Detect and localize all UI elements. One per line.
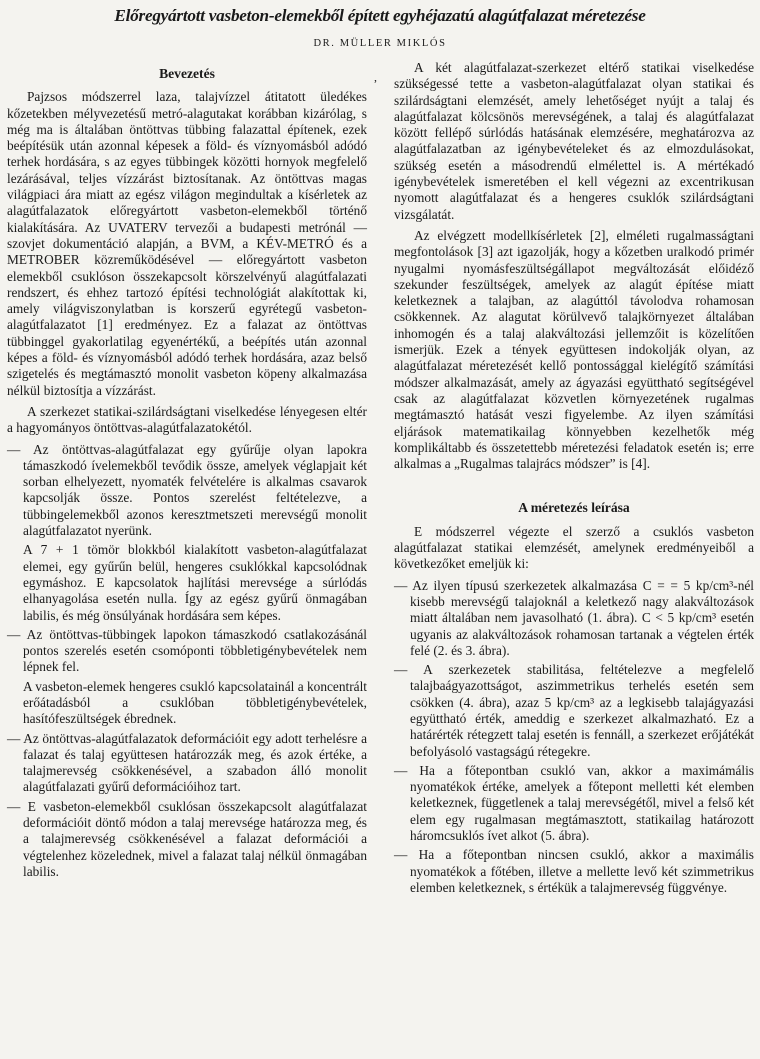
paragraph-model-experiments: Az elvégzett modellkísérletek [2], elméleti rugalmasságtani megfontolások [3] azt igazolják, hogy a kőzetben uralkodó primér nyugalmi nyomásfeszültségállapot megváltozását előidéző szekunder feszültségek, amelyek az alagút építése miatt keletkeznek a talajban, az alagúttól távolodva rohamosan csökkennek. Az alagutat körülvevő talajkörnyezet általában inhomogén és a talaj alakváltozási jellemzőit is közelítően ismerjük. Ezek a tények együttesen indokolják olyan, az alagútfalazat méretezését kellő pontossággal kielégítő számítási módszer alkalmazását, amely az ágyazási együttható segítségével csak az alagútfalazat közvetlen környezetének rugalmas megtámasztó hatását veszi figyelembe. Az ilyen számítási eljárások matematikailag könnyebben kezelhetők még komplikáltabb és összetettebb méretezési feladatok esetén is; erre alkalmas a „Rugalmas talajrács módszer” is [4]. xyxy=(394,227,754,472)
result-item-4: — Ha a főtepontban nincsen csukló, akkor a maximális nyomatékok a főtében, illetve a mellette levő két szimmetrikus elemben keletkeznek, s értékük a talajmerevség függvénye. xyxy=(394,847,754,895)
list-item-2: — Az öntöttvas-tübbingek lapokon támaszkodó csatlakozásánál pontos szerelés esetén csomóponti többletigénybevételek nem lépnek fel. xyxy=(7,626,367,675)
list-item-1: — Az öntöttvas-alagútfalazat egy gyűrűje olyan lapokra támaszkodó ívelemekből tevődik össze, amelyek véglapjait két sorban elhelyezett, nyomaték felvételére is alkalmas csavarok kapcsolják össze. Pontos szerelést feltételezve, a tübbingelemekből azonos keresztmetszeti merevségű monolit alagútfalazatot nyerünk. xyxy=(7,441,367,539)
list-item-3: — Az öntöttvas-alagútfalazatok deformációit egy adott terhelésre a falazat és talaj együttesen határozzák meg, és azok értéke, a talajmerevség csökkenésével, a szabadon álló monolit alagútfalazati gyűrű deformációihoz tart. xyxy=(7,730,367,795)
margin-mark: , xyxy=(374,70,377,84)
section-heading-intro: Bevezetés xyxy=(159,66,215,81)
left-column xyxy=(7,60,367,883)
result-item-3: — Ha a főtepontban csukló van, akkor a maximámális nyomatékok értéke, amelyek a főtepont melletti két elemben keletkeznek, függetlenek a talaj merevségétől, mivel a felső két elem egy rugalmasan megtámasztott, statikailag határozott háromcsuklós ívet alkot (5. ábra). xyxy=(394,762,754,844)
article-title: Előregyártott vasbeton-elemekből épített egyhéjazatú alagútfalazat méretezése xyxy=(114,6,646,25)
paragraph-analysis: A két alagútfalazat-szerkezet eltérő statikai viselkedése szükségessé tette a vasbeton-alagútfalazat olyan statikai és szilárdságtani elemzését, amely lehetőséget nyújt a talaj és alagútfalazat kölcsönös merevségének, a talaj és alagútfalazat között fellépő súrlódás hatásának elemzésére, meghatározva az alagútfalazatban az igénybevételeket és az elmozdulásokat, szükség esetén a másodrendű elmélettel is. A mértékadó igénybevételek ismeretében el kell végezni az excentrikusan nyomott alagútfalazat és a hengeres csuklók szilárdságtani vizsgálatát. xyxy=(394,60,754,222)
list-item-1-continued: A 7 + 1 tömör blokkból kialakított vasbeton-alagútfalazat elemei, egy gyűrűn belül, hengeres csuklókkal kapcsolódnak egymáshoz. E kapcsolatok hajlítási merevsége a súrlódás elhanyagolása esetén nulla. Így az egész gyűrű önmagában labilis, és még önsúlyának hordására sem képes. xyxy=(23,542,367,623)
list-item-4: — E vasbeton-elemekből csuklósan összekapcsolt alagútfalazat deformációit döntő módon a talaj merevsége határozza meg, és a talajmerevség csökkenésével a falazat deformációi a végtelenhez közelednek, mivel a falazat talaj nélkül önmagában labilis. xyxy=(7,798,367,879)
list-item-2-continued: A vasbeton-elemek hengeres csukló kapcsolatainál a koncentrált erőátadásból a csuklóban többletigénybevételek, hasítófeszültségek ébrednek. xyxy=(23,678,367,727)
paragraph-structure: A szerkezet statikai-szilárdságtani viselkedése lényegesen eltér a hagyományos öntöttvas-alagútfalazatokétól. xyxy=(7,403,367,436)
intro-paragraph: Pajzsos módszerrel laza, talajvízzel átitatott üledékes kőzetekben mélyvezetésű metró-alagutakat korábban kizárólag, s még ma is általában öntöttvas tübbing falazattal építenek, ezek beépítésük után azonnal képesek a föld- és víznyomásból adódó terhek hordására, s az egyes tübbingek közötti hornyok megfelelő lezárásával, teljes vízzárást biztosítanak. Az öntöttvas magas világpiaci ára miatt az egész világon megindultak a kísérletek az alagútfalazatok előregyártott vasbeton-elemekből történő kialakítására. Az UVATERV tervezői a budapesti metrónál — szovjet dokumentáció alapján, a BVM, a KÉV-METRÓ és a METROBER közreműködésével — előregyártott vasbeton elemekből csuklóson összekapcsolt körszelvényű alagútfalazati rendszert, és ehhez tartozó építési technológiát alakítottak ki, amely világviszonylatban is korszerű egyrétegű vasbeton-alagútfalazatot [1] eredményez. Ez a falazat az öntöttvas tübbinggel gyakorlatilag egyenértékű, a beépítés után azonnal képes a föld- és víznyomásból adódó terhek hordására, azaz belső szigetelés és megtámasztó monolit vasbeton köpeny alkalmazása nélkül biztosítja a vízzárást. xyxy=(7,89,367,398)
right-column xyxy=(394,60,754,899)
paragraph-method: E módszerrel végezte el szerző a csuklós vasbeton alagútfalazat statikai elemzését, amelynek eredményeiből a következőket emeljük ki: xyxy=(394,523,754,572)
author-name: DR. MÜLLER MIKLÓS xyxy=(313,38,447,49)
section-heading-method: A méretezés leírása xyxy=(518,500,630,516)
result-item-1: — Az ilyen típusú szerkezetek alkalmazása C = = 5 kp/cm³-nél kisebb merevségű talajoknál a keletkező nagy alakváltozások miatt általában nem javasolható (1. ábra). C < 5 kp/cm³ esetén ugyanis az alakváltozások rohamosan tartanak a végtelen érték felé (2. és 3. ábra). xyxy=(394,577,754,658)
section-spacer xyxy=(394,477,754,500)
result-item-2: — A szerkezetek stabilitása, feltételezve a megfelelő talajbaágyazottságot, aszimmetrikus terhelés esetén sem csökken (4. ábra), azaz 5 kp/cm³ az a legkisebb talajágyazási együttható érték, ameddig e szerkezet alkalmazható. Ez a határérték rétegzett talaj esetén is fennáll, a szerkezet erőjátékát befolyásoló vastagságú rétegekre. xyxy=(394,662,754,759)
